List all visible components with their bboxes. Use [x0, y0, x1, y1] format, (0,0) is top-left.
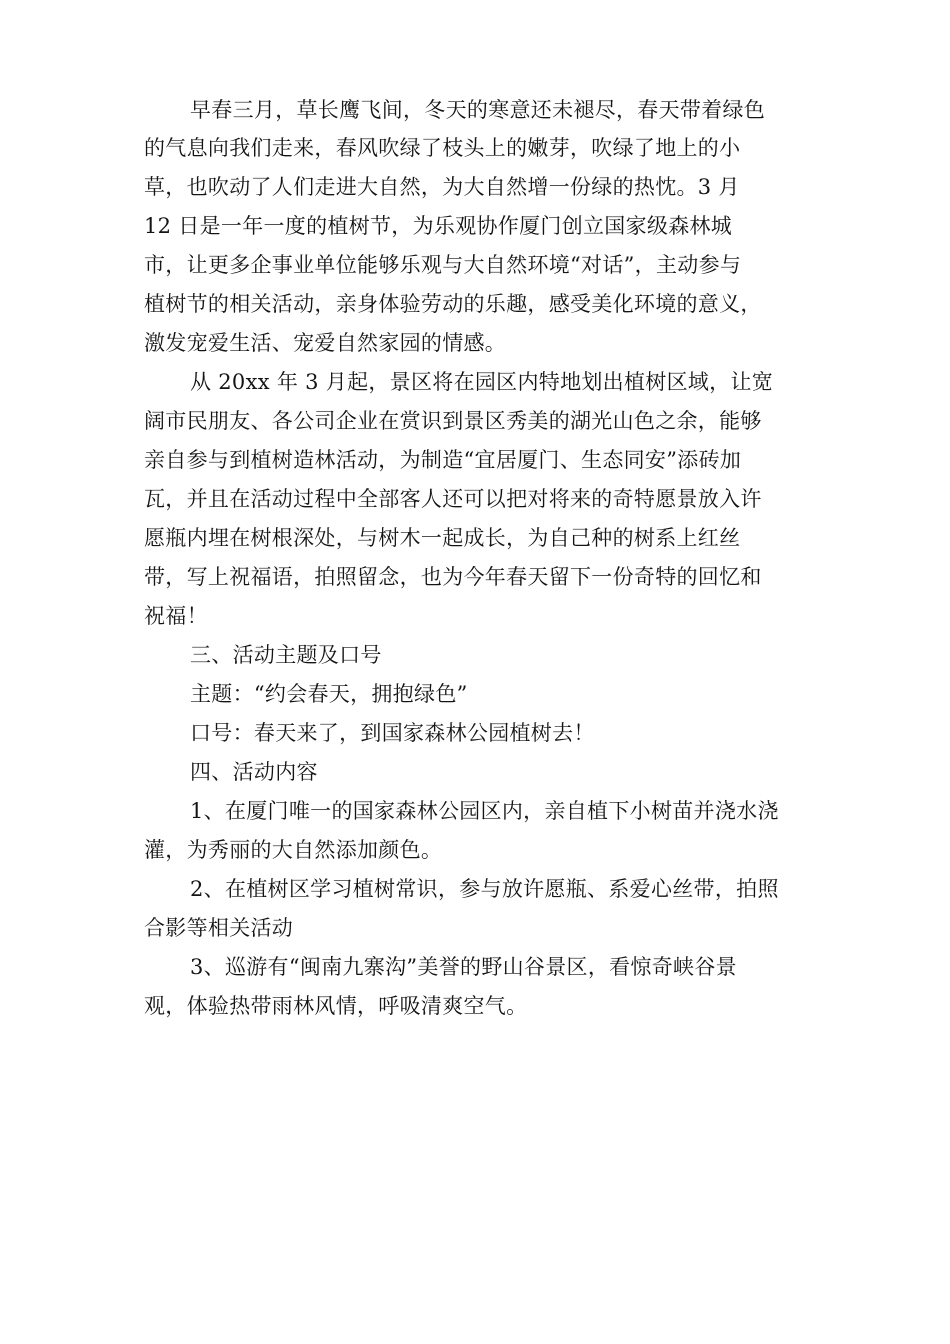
intro-paragraph-line: 激发宠爱生活、宠爱自然家园的情感。	[144, 331, 507, 355]
activity-item-1: 1、在厦门唯一的国家森林公园区内，亲自植下小树苗并浇水浇	[190, 799, 779, 823]
activity-item-2: 合影等相关活动	[144, 916, 294, 940]
section-heading-content: 四、活动内容	[190, 760, 318, 784]
plan-paragraph-line: 瓦，并且在活动过程中全部客人还可以把对将来的奇特愿景放入许	[144, 487, 762, 511]
plan-paragraph-line: 带，写上祝福语，拍照留念，也为今年春天留下一份奇特的回忆和	[144, 565, 762, 589]
intro-paragraph-line: 12 日是一年一度的植树节，为乐观协作厦门创立国家级森林城	[144, 214, 733, 238]
intro-paragraph-line: 草，也吹动了人们走进大自然，为大自然增一份绿的热忱。3 月	[144, 175, 740, 199]
activity-item-2: 2、在植树区学习植树常识，参与放许愿瓶、系爱心丝带，拍照	[190, 877, 779, 901]
plan-paragraph-line: 从 20xx 年 3 月起，景区将在园区内特地划出植树区域，让宽	[190, 370, 774, 394]
plan-paragraph-line: 愿瓶内埋在树根深处，与树木一起成长，为自己种的树系上红丝	[144, 526, 741, 550]
plan-paragraph-line: 亲自参与到植树造林活动，为制造“宜居厦门、生态同安”添砖加	[144, 448, 742, 472]
theme-line: 主题：“约会春天，拥抱绿色”	[190, 682, 468, 706]
section-heading-theme: 三、活动主题及口号	[190, 643, 382, 667]
activity-item-3: 观，体验热带雨林风情，呼吸清爽空气。	[144, 994, 528, 1018]
intro-paragraph-line: 植树节的相关活动，亲身体验劳动的乐趣，感受美化环境的意义，	[144, 292, 762, 316]
intro-paragraph-line: 的气息向我们走来，春风吹绿了枝头上的嫩芽，吹绿了地上的小	[144, 136, 741, 160]
plan-paragraph-line: 阔市民朋友、各公司企业在赏识到景区秀美的湖光山色之余，能够	[144, 409, 762, 433]
plan-paragraph-line: 祝福！	[144, 604, 208, 628]
intro-paragraph-line: 市，让更多企事业单位能够乐观与大自然环境“对话”，主动参与	[144, 253, 742, 277]
intro-paragraph-line: 早春三月，草长鹰飞间，冬天的寒意还未褪尽，春天带着绿色	[190, 98, 766, 122]
activity-item-1: 灌，为秀丽的大自然添加颜色。	[144, 838, 443, 862]
slogan-line: 口号：春天来了，到国家森林公园植树去！	[190, 721, 595, 745]
activity-item-3: 3、巡游有“闽南九寨沟”美誉的野山谷景区，看惊奇峡谷景	[190, 955, 737, 979]
